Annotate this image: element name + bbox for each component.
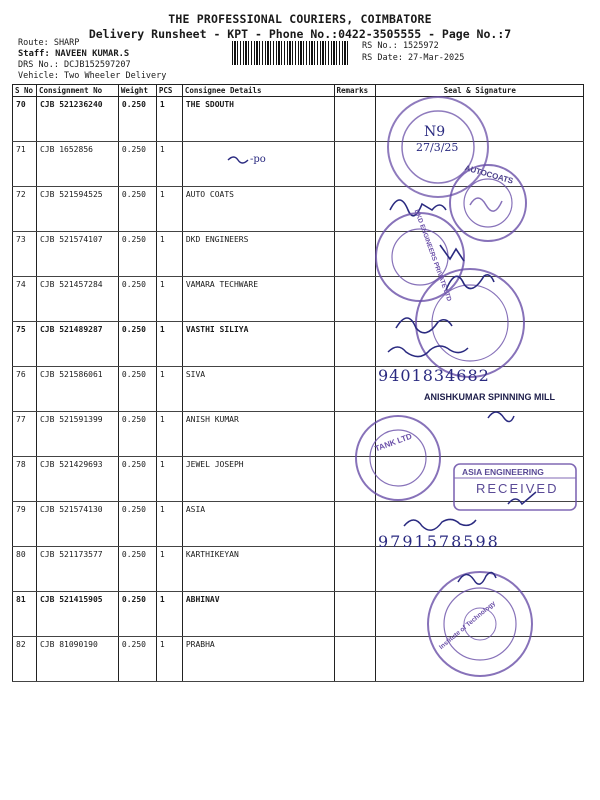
cell-consignment: CJB 1652856 xyxy=(36,142,118,187)
cell-consignment: CJB 521591399 xyxy=(36,412,118,457)
cell-sno: 78 xyxy=(13,457,37,502)
cell-weight: 0.250 xyxy=(118,322,156,367)
cell-pcs: 1 xyxy=(156,502,182,547)
stamp-text-anishkumar: ANISHKUMAR SPINNING MILL xyxy=(424,392,555,402)
rs-date: RS Date: 27-Mar-2025 xyxy=(362,53,465,63)
vehicle-label: Vehicle: Two Wheeler Delivery xyxy=(18,71,167,81)
cell-remarks xyxy=(334,367,376,412)
cell-remarks xyxy=(334,277,376,322)
cell-consignee: VASTHI SILIYA xyxy=(182,322,334,367)
staff-label: Staff: NAVEEN KUMAR.S xyxy=(18,49,130,59)
cell-consignee: SIVA xyxy=(182,367,334,412)
cell-pcs: 1 xyxy=(156,142,182,187)
handwriting-row71-mark: -po xyxy=(250,154,266,165)
stamp-text-dkd: DKD ENGINEERS PRIVATE LTD xyxy=(412,208,453,303)
cell-sno: 76 xyxy=(13,367,37,412)
route-label: Route: SHARP xyxy=(18,38,80,48)
cell-sno: 72 xyxy=(13,187,37,232)
cell-sno: 77 xyxy=(13,412,37,457)
cell-consignment: CJB 521236240 xyxy=(36,97,118,142)
cell-consignment: CJB 81090190 xyxy=(36,637,118,682)
cell-signature xyxy=(376,322,584,367)
cell-sno: 73 xyxy=(13,232,37,277)
cell-remarks xyxy=(334,457,376,502)
cell-sno: 71 xyxy=(13,142,37,187)
cell-pcs: 1 xyxy=(156,187,182,232)
cell-consignee: ABHINAV xyxy=(182,592,334,637)
cell-weight: 0.250 xyxy=(118,187,156,232)
cell-remarks xyxy=(334,412,376,457)
cell-pcs: 1 xyxy=(156,367,182,412)
col-sno: S No xyxy=(13,85,37,97)
cell-signature xyxy=(376,187,584,232)
handwriting-row70: N9 xyxy=(424,124,446,140)
cell-weight: 0.250 xyxy=(118,232,156,277)
stamp-text-asia: ASIA ENGINEERING xyxy=(462,467,544,477)
stamp-text-tank: TANK LTD xyxy=(373,431,414,454)
table-row xyxy=(13,232,584,277)
rs-number: RS No.: 1525972 xyxy=(362,41,439,51)
cell-weight: 0.250 xyxy=(118,547,156,592)
cell-consignment: CJB 521489287 xyxy=(36,322,118,367)
cell-pcs: 1 xyxy=(156,547,182,592)
cell-consignment: CJB 521415905 xyxy=(36,592,118,637)
table-row xyxy=(13,592,584,637)
cell-remarks xyxy=(334,502,376,547)
stamp-text-institute: Institute of Technology xyxy=(438,599,497,652)
cell-consignee: DKD ENGINEERS xyxy=(182,232,334,277)
table-row xyxy=(13,97,584,142)
cell-signature xyxy=(376,547,584,592)
cell-sno: 79 xyxy=(13,502,37,547)
cell-remarks xyxy=(334,547,376,592)
cell-consignment: CJB 521574107 xyxy=(36,232,118,277)
company-name: THE PROFESSIONAL COURIERS, COIMBATORE xyxy=(168,12,432,26)
table-header xyxy=(13,85,584,97)
cell-sno: 70 xyxy=(13,97,37,142)
cell-remarks xyxy=(334,232,376,277)
cell-consignee: KARTHIKEYAN xyxy=(182,547,334,592)
cell-remarks xyxy=(334,322,376,367)
table-row xyxy=(13,412,584,457)
col-consignment: Consignment No xyxy=(36,85,118,97)
col-pcs: PCS xyxy=(156,85,182,97)
col-consignee: Consignee Details xyxy=(182,85,334,97)
cell-pcs: 1 xyxy=(156,322,182,367)
cell-weight: 0.250 xyxy=(118,412,156,457)
cell-weight: 0.250 xyxy=(118,97,156,142)
cell-weight: 0.250 xyxy=(118,277,156,322)
cell-remarks xyxy=(334,637,376,682)
cell-pcs: 1 xyxy=(156,232,182,277)
stamp-text-received: RECEIVED xyxy=(476,481,559,496)
cell-consignment: CJB 521429693 xyxy=(36,457,118,502)
cell-weight: 0.250 xyxy=(118,637,156,682)
table-row xyxy=(13,367,584,412)
barcode xyxy=(232,41,350,65)
cell-consignee: AUTO COATS xyxy=(182,187,334,232)
cell-sno: 82 xyxy=(13,637,37,682)
col-seal: Seal & Signature xyxy=(376,85,584,97)
cell-remarks xyxy=(334,97,376,142)
cell-consignment: CJB 521457284 xyxy=(36,277,118,322)
cell-pcs: 1 xyxy=(156,97,182,142)
cell-remarks xyxy=(334,592,376,637)
cell-consignment: CJB 521586061 xyxy=(36,367,118,412)
cell-pcs: 1 xyxy=(156,277,182,322)
cell-consignment: CJB 521173577 xyxy=(36,547,118,592)
cell-weight: 0.250 xyxy=(118,457,156,502)
cell-pcs: 1 xyxy=(156,457,182,502)
cell-remarks xyxy=(334,187,376,232)
stamp-text-autocoats: AUTOCOATS xyxy=(463,163,515,186)
cell-sno: 80 xyxy=(13,547,37,592)
cell-signature xyxy=(376,142,584,187)
cell-consignee: VAMARA TECHWARE xyxy=(182,277,334,322)
table-row xyxy=(13,547,584,592)
cell-pcs: 1 xyxy=(156,412,182,457)
cell-signature xyxy=(376,637,584,682)
table-row xyxy=(13,187,584,232)
cell-remarks xyxy=(334,142,376,187)
cell-signature xyxy=(376,277,584,322)
table-row xyxy=(13,637,584,682)
cell-consignment: CJB 521594525 xyxy=(36,187,118,232)
cell-weight: 0.250 xyxy=(118,592,156,637)
cell-signature xyxy=(376,232,584,277)
col-weight: Weight xyxy=(118,85,156,97)
cell-pcs: 1 xyxy=(156,592,182,637)
handwriting-phone-76: 9401834682 xyxy=(378,366,490,385)
cell-consignee: ASIA xyxy=(182,502,334,547)
cell-sno: 81 xyxy=(13,592,37,637)
cell-consignment: CJB 521574130 xyxy=(36,502,118,547)
table-row xyxy=(13,277,584,322)
cell-signature xyxy=(376,97,584,142)
drs-number: DRS No.: DCJB152597207 xyxy=(18,60,131,70)
cell-consignee: ANISH KUMAR xyxy=(182,412,334,457)
handwriting-phone-80: 9791578598 xyxy=(378,532,500,551)
cell-sno: 74 xyxy=(13,277,37,322)
col-remarks: Remarks xyxy=(334,85,376,97)
cell-consignee: PRABHA xyxy=(182,637,334,682)
handwriting-row70-date: 27/3/25 xyxy=(416,141,459,154)
cell-weight: 0.250 xyxy=(118,142,156,187)
cell-consignee: THE SDOUTH xyxy=(182,97,334,142)
cell-weight: 0.250 xyxy=(118,367,156,412)
cell-weight: 0.250 xyxy=(118,502,156,547)
cell-consignee: JEWEL JOSEPH xyxy=(182,457,334,502)
cell-pcs: 1 xyxy=(156,637,182,682)
cell-sno: 75 xyxy=(13,322,37,367)
runsheet-title: Delivery Runsheet - KPT - Phone No.:0422-3505555 - Page No.:7 xyxy=(88,27,512,41)
table-row xyxy=(13,322,584,367)
